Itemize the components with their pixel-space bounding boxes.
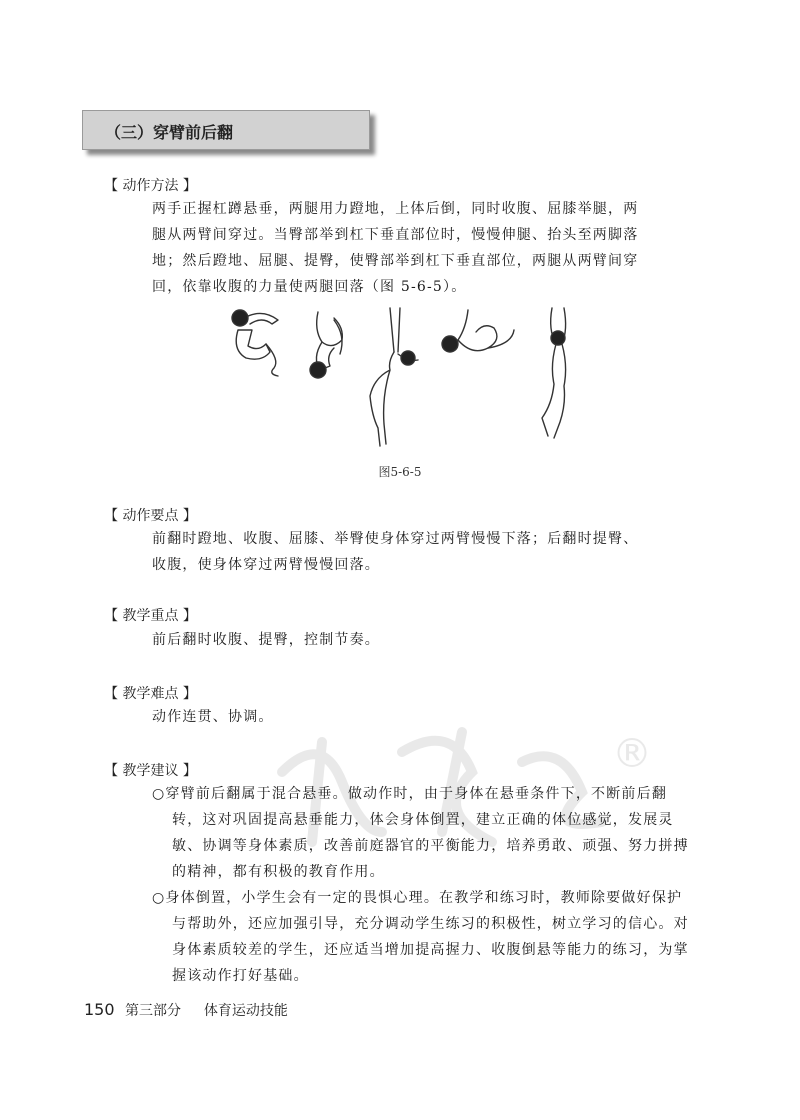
suggestions-heading: 【 教学建议 】 xyxy=(104,763,197,779)
pose-2-head xyxy=(310,362,326,378)
pose-3-head xyxy=(401,351,415,365)
gymnast-figure xyxy=(222,300,592,452)
pose-1-head xyxy=(232,310,248,326)
method-heading: 【 动作方法 】 xyxy=(104,178,197,194)
teaching-focus-line-1: 前后翻时收腹、提臀，控制节奏。 xyxy=(152,632,380,648)
method-line-4: 回，依靠收腹的力量使两腿回落（图 5-6-5）。 xyxy=(152,279,467,295)
teaching-focus-heading: 【 教学重点 】 xyxy=(104,608,197,624)
section-title-box xyxy=(82,110,370,150)
suggestion-item-1: ○穿臂前后翻属于混合悬垂。做动作时，由于身体在悬垂条件下，不断前后翻转，这对巩固提高悬垂能力，体会身体倒置，建立正确的体位感觉，发展灵敏、协调等身体素质，改善前庭器官的平衡能力，培养勇敢、顽强、努力拼搏的精神，都有积极的教育作用。 xyxy=(152,786,689,880)
pose-5 xyxy=(542,308,566,438)
page-footer xyxy=(84,1000,288,1020)
teaching-difficulty-line-1: 动作连贯、协调。 xyxy=(152,709,274,725)
key-points-line-1: 前翻时蹬地、收腹、屈膝、举臀使身体穿过两臂慢慢下落；后翻时提臀、 xyxy=(152,531,639,547)
registered-mark: ® xyxy=(612,731,652,777)
method-line-3: 地；然后蹬地、屈腿、提臀，使臀部举到杠下垂直部位，两腿从两臂间穿 xyxy=(152,253,639,269)
suggestion-item-2: ○身体倒置，小学生会有一定的畏惧心理。在教学和练习时，教师除要做好保护与帮助外，还应加强引导，充分调动学生练习的积极性，树立学习的信心。对身体素质较差的学生，还应适当增加提高握力、收腹倒悬等能力的练习，为掌握该动作打好基础。 xyxy=(152,890,689,984)
page-number: 150 xyxy=(84,1000,115,1019)
method-line-2: 腿从两臂间穿过。当臀部举到杠下垂直部位时，慢慢伸腿、抬头至两脚落 xyxy=(152,227,639,243)
pose-4-head xyxy=(442,336,458,352)
teaching-difficulty-heading: 【 教学难点 】 xyxy=(104,686,197,702)
figure-caption: 图5-6-5 xyxy=(378,465,422,479)
pose-3 xyxy=(370,308,418,446)
pose-4 xyxy=(458,310,514,351)
pose-5-head xyxy=(551,331,565,345)
part-label: 第三部分 xyxy=(125,1003,181,1019)
section-title: （三）穿臂前后翻 xyxy=(105,123,234,142)
key-points-line-2: 收腹，使身体穿过两臂慢慢回落。 xyxy=(152,557,380,573)
chapter-label: 体育运动技能 xyxy=(203,1003,288,1019)
key-points-heading: 【 动作要点 】 xyxy=(104,508,197,524)
method-line-1: 两手正握杠蹲悬垂，两腿用力蹬地，上体后倒，同时收腹、屈膝举腿，两 xyxy=(152,201,639,217)
pose-2 xyxy=(316,312,342,370)
